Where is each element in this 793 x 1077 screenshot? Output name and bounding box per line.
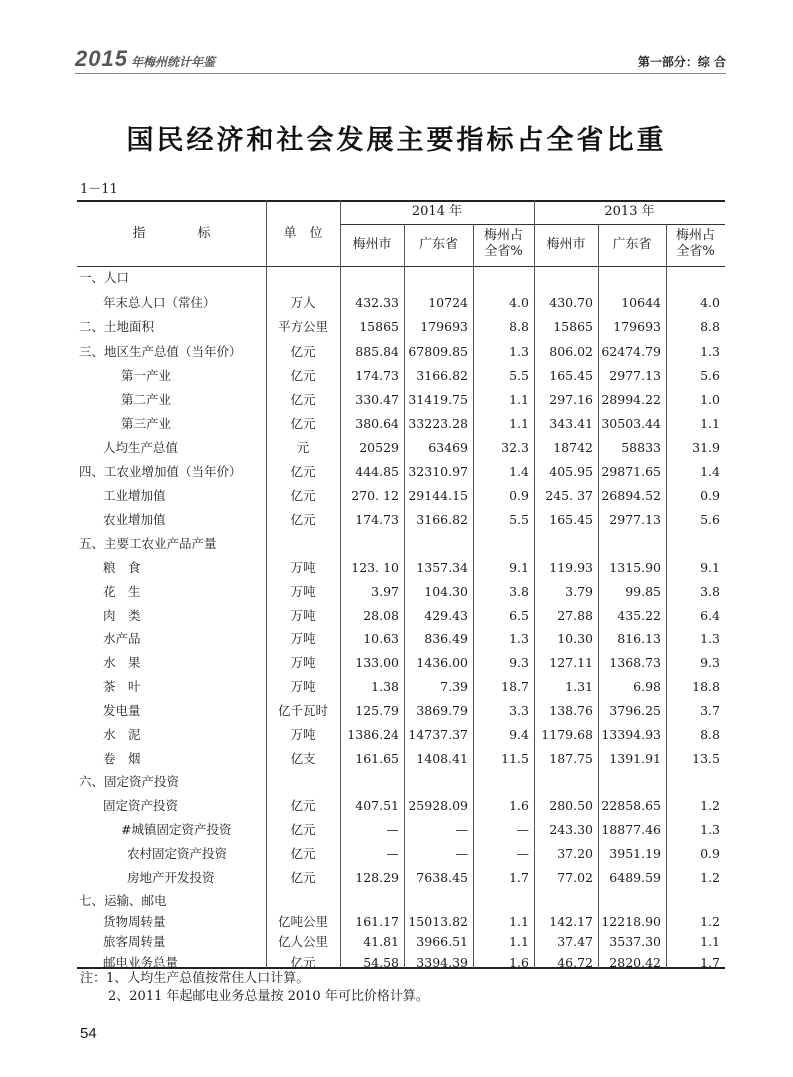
meizhou-2013-value: 37.47	[557, 934, 593, 949]
meizhou-2014-value: 15865	[359, 319, 399, 334]
header-unit: 单 位	[283, 226, 323, 241]
guangdong-2014-value: 3966.51	[416, 934, 468, 949]
row-indicator: 人均生产总值	[103, 440, 179, 455]
share-2013-value: 3.7	[700, 703, 720, 718]
guangdong-2014-value: 1408.41	[416, 751, 468, 766]
share-2013-value: 1.0	[700, 392, 720, 407]
meizhou-2014-value: 10.63	[363, 631, 399, 646]
share-2013-value: 1.4	[700, 464, 720, 479]
meizhou-2014-value: 407.51	[355, 798, 399, 813]
meizhou-2014-value: 174.73	[355, 368, 399, 383]
row-indicator: 三、地区生产总值（当年价）	[79, 344, 242, 359]
meizhou-2013-value: 1179.68	[541, 727, 593, 742]
row-unit: 万吨	[290, 727, 316, 742]
row-indicator: 邮电业务总量	[103, 955, 179, 970]
share-2014-value: 5.5	[509, 368, 529, 383]
row-indicator: 五、主要工农业产品产量	[79, 536, 217, 551]
share-2013-value: 9.3	[700, 655, 720, 670]
row-unit: 元	[296, 440, 310, 455]
meizhou-2013-value: 15865	[553, 319, 593, 334]
share-2014-value: —	[516, 846, 529, 861]
row-indicator: 发电量	[103, 703, 141, 718]
guangdong-2013-value: 1368.73	[609, 655, 661, 670]
share-2014-value: 1.1	[509, 392, 529, 407]
running-header-section: 第一部分：综 合	[637, 55, 726, 69]
share-2014-value: 9.1	[509, 560, 529, 575]
guangdong-2013-value: 58833	[621, 440, 661, 455]
meizhou-2013-value: 806.02	[549, 344, 593, 359]
meizhou-2013-value: 245. 37	[545, 488, 593, 503]
share-2013-value: 9.1	[700, 560, 720, 575]
meizhou-2013-value: 187.75	[549, 751, 593, 766]
row-unit: 万吨	[290, 655, 316, 670]
meizhou-2014-value: 123. 10	[351, 560, 399, 575]
guangdong-2014-value: —	[455, 846, 468, 861]
share-2014-value: 8.8	[509, 319, 529, 334]
row-unit: 亿元	[290, 488, 316, 503]
share-2014-value: 3.8	[509, 584, 529, 599]
share-2014-value: 3.3	[509, 703, 529, 718]
row-indicator: 肉 类	[103, 608, 141, 623]
share-2014-value: 1.1	[509, 934, 529, 949]
row-indicator: 七、运输、邮电	[79, 893, 167, 908]
header-share-2014	[473, 228, 534, 260]
meizhou-2013-value: 405.95	[549, 464, 593, 479]
guangdong-2014-value: 33223.28	[408, 416, 468, 431]
row-indicator: 第一产业	[121, 368, 172, 383]
meizhou-2014-value: 128.29	[355, 870, 399, 885]
meizhou-2013-value: 10.30	[557, 631, 593, 646]
header-year: 2015	[75, 46, 128, 71]
share-2013-value: 3.8	[700, 584, 720, 599]
guangdong-2014-value: 3166.82	[416, 512, 468, 527]
row-unit: 亿元	[290, 798, 316, 813]
header-rule	[75, 73, 726, 74]
meizhou-2014-value: 161.65	[355, 751, 399, 766]
share-2014-value: 5.5	[509, 512, 529, 527]
meizhou-2013-value: 18742	[553, 440, 593, 455]
meizhou-2014-value: 133.00	[355, 655, 399, 670]
share-2014-value: 11.5	[501, 751, 529, 766]
row-unit: 亿千瓦时	[277, 703, 328, 718]
running-header-book	[75, 46, 215, 72]
guangdong-2014-value: 10724	[428, 295, 468, 310]
meizhou-2013-value: 119.93	[549, 560, 593, 575]
share-2013-value: 1.1	[700, 934, 720, 949]
row-unit: 亿吨公里	[277, 914, 328, 929]
guangdong-2014-value: 3869.79	[416, 703, 468, 718]
row-indicator: 工业增加值	[103, 488, 166, 503]
share-2014-value: 0.9	[509, 488, 529, 503]
guangdong-2013-value: 6.98	[633, 679, 661, 694]
row-indicator: 货物周转量	[103, 914, 166, 929]
meizhou-2013-value: 165.45	[549, 512, 593, 527]
share-2014-value: 9.3	[509, 655, 529, 670]
row-unit: 亿元	[290, 368, 316, 383]
guangdong-2013-value: 29871.65	[601, 464, 661, 479]
header-year-2013: 2013 年	[604, 204, 655, 219]
row-indicator: 粮 食	[103, 560, 141, 575]
row-indicator: 二、土地面积	[79, 319, 155, 334]
share-2013-value: 8.8	[700, 727, 720, 742]
note-1: 注：1、人均生产总值按常住人口计算。	[80, 971, 310, 986]
page-title: 国民经济和社会发展主要指标占全省比重	[126, 125, 667, 156]
guangdong-2013-value: 28994.22	[601, 392, 661, 407]
meizhou-2013-value: 27.88	[557, 608, 593, 623]
share-2013-value: 0.9	[700, 488, 720, 503]
share-2013-value: 1.7	[700, 955, 720, 970]
header-bottom-rule	[77, 266, 725, 267]
meizhou-2014-value: 174.73	[355, 512, 399, 527]
row-indicator: #城镇固定资产投资	[121, 822, 232, 837]
row-indicator: 水 果	[103, 655, 141, 670]
share-2014-value: 18.7	[501, 679, 529, 694]
share-2013-value: 1.3	[700, 344, 720, 359]
header-book-title: 年梅州统计年鉴	[130, 55, 215, 69]
row-unit: 亿元	[290, 464, 316, 479]
meizhou-2013-value: 127.11	[549, 655, 593, 670]
row-indicator: 六、固定资产投资	[79, 774, 180, 789]
meizhou-2013-value: 343.41	[549, 416, 593, 431]
guangdong-2013-value: 18877.46	[601, 822, 661, 837]
header-share-2013	[666, 228, 725, 260]
meizhou-2013-value: 165.45	[549, 368, 593, 383]
row-unit: 万人	[290, 295, 316, 310]
share-2014-value: 1.6	[509, 798, 529, 813]
guangdong-2014-value: 429.43	[424, 608, 468, 623]
row-indicator: 第三产业	[121, 416, 172, 431]
meizhou-2014-value: 330.47	[355, 392, 399, 407]
guangdong-2014-value: —	[455, 822, 468, 837]
share-2014-value: 1.3	[509, 631, 529, 646]
guangdong-2014-value: 3166.82	[416, 368, 468, 383]
share-2013-value: 1.2	[700, 870, 720, 885]
share-2014-value: 6.5	[509, 608, 529, 623]
share-2013-value: 1.1	[700, 416, 720, 431]
meizhou-2014-value: 20529	[359, 440, 399, 455]
meizhou-2013-value: 46.72	[557, 955, 593, 970]
share-2013-value: 31.9	[692, 440, 720, 455]
meizhou-2014-value: 885.84	[355, 344, 399, 359]
guangdong-2014-value: 104.30	[424, 584, 468, 599]
header-share-line2: 全省%	[676, 244, 715, 259]
meizhou-2014-value: 54.58	[363, 955, 399, 970]
share-2013-value: 4.0	[700, 295, 720, 310]
row-unit: 亿元	[290, 822, 316, 837]
guangdong-2013-value: 3796.25	[609, 703, 661, 718]
meizhou-2014-value: 432.33	[355, 295, 399, 310]
table-notes	[80, 970, 429, 1006]
guangdong-2014-value: 836.49	[424, 631, 468, 646]
row-unit: 亿元	[290, 512, 316, 527]
header-share-line2: 全省%	[484, 244, 523, 259]
row-indicator: 卷 烟	[103, 751, 141, 766]
meizhou-2014-value: 1.38	[371, 679, 399, 694]
guangdong-2014-value: 15013.82	[408, 914, 468, 929]
row-indicator: 农业增加值	[103, 512, 166, 527]
row-unit: 亿人公里	[277, 934, 328, 949]
header-meizhou-2014: 梅州市	[352, 237, 392, 252]
guangdong-2013-value: 2820.42	[609, 955, 661, 970]
row-indicator: 四、工农业增加值（当年价）	[79, 464, 242, 479]
meizhou-2014-value: 3.97	[371, 584, 399, 599]
header-indicator: 指 标	[132, 226, 211, 241]
guangdong-2014-value: 29144.15	[408, 488, 468, 503]
row-indicator: 水产品	[103, 631, 141, 646]
meizhou-2013-value: 77.02	[557, 870, 593, 885]
share-2014-value: —	[516, 822, 529, 837]
share-2013-value: 1.3	[700, 631, 720, 646]
share-2013-value: 1.2	[700, 798, 720, 813]
row-indicator: 水 泥	[103, 727, 141, 742]
meizhou-2014-value: —	[386, 822, 399, 837]
row-unit: 万吨	[290, 560, 316, 575]
header-guangdong-2013: 广东省	[612, 237, 652, 252]
guangdong-2013-value: 816.13	[617, 631, 661, 646]
guangdong-2014-value: 7638.45	[416, 870, 468, 885]
meizhou-2013-value: 243.30	[549, 822, 593, 837]
guangdong-2014-value: 32310.97	[408, 464, 468, 479]
row-indicator: 第二产业	[121, 392, 172, 407]
row-unit: 亿支	[290, 751, 316, 766]
guangdong-2013-value: 2977.13	[609, 512, 661, 527]
row-indicator: 农村固定资产投资	[127, 846, 228, 861]
share-2014-value: 9.4	[509, 727, 529, 742]
meizhou-2013-value: 138.76	[549, 703, 593, 718]
guangdong-2013-value: 62474.79	[601, 344, 661, 359]
header-guangdong-2014: 广东省	[418, 237, 458, 252]
guangdong-2013-value: 13394.93	[601, 727, 661, 742]
row-unit: 万吨	[290, 584, 316, 599]
row-unit: 亿元	[290, 870, 316, 885]
meizhou-2014-value: 380.64	[355, 416, 399, 431]
row-unit: 万吨	[290, 679, 316, 694]
meizhou-2014-value: 41.81	[363, 934, 399, 949]
guangdong-2013-value: 6489.59	[609, 870, 661, 885]
meizhou-2014-value: —	[386, 846, 399, 861]
guangdong-2013-value: 3951.19	[609, 846, 661, 861]
guangdong-2013-value: 26894.52	[601, 488, 661, 503]
meizhou-2013-value: 3.79	[565, 584, 593, 599]
meizhou-2014-value: 444.85	[355, 464, 399, 479]
guangdong-2014-value: 31419.75	[408, 392, 468, 407]
share-2013-value: 8.8	[700, 319, 720, 334]
row-indicator: 固定资产投资	[103, 798, 179, 813]
row-indicator: 旅客周转量	[103, 934, 166, 949]
share-2014-value: 1.1	[509, 416, 529, 431]
share-2014-value: 1.6	[509, 955, 529, 970]
share-2013-value: 5.6	[700, 368, 720, 383]
guangdong-2014-value: 3394.39	[416, 955, 468, 970]
guangdong-2014-value: 63469	[428, 440, 468, 455]
row-unit: 万吨	[290, 608, 316, 623]
meizhou-2014-value: 125.79	[355, 703, 399, 718]
meizhou-2013-value: 1.31	[565, 679, 593, 694]
guangdong-2013-value: 10644	[621, 295, 661, 310]
row-unit: 平方公里	[277, 319, 328, 334]
meizhou-2014-value: 270. 12	[351, 488, 399, 503]
share-2014-value: 32.3	[501, 440, 529, 455]
row-indicator: 房地产开发投资	[127, 870, 215, 885]
guangdong-2013-value: 99.85	[625, 584, 661, 599]
guangdong-2014-value: 1436.00	[416, 655, 468, 670]
row-unit: 亿元	[290, 392, 316, 407]
table-number: 1－11	[80, 182, 118, 197]
row-unit: 万吨	[290, 631, 316, 646]
row-indicator: 年末总人口（常住）	[103, 295, 216, 310]
meizhou-2014-value: 28.08	[363, 608, 399, 623]
meizhou-2013-value: 37.20	[557, 846, 593, 861]
share-2014-value: 1.1	[509, 914, 529, 929]
guangdong-2014-value: 14737.37	[408, 727, 468, 742]
row-indicator: 一、人口	[79, 270, 130, 285]
guangdong-2013-value: 179693	[613, 319, 661, 334]
year-header-rule	[340, 224, 725, 225]
page-number: 54	[80, 1025, 97, 1042]
guangdong-2014-value: 67809.85	[408, 344, 468, 359]
row-unit: 亿元	[290, 344, 316, 359]
guangdong-2013-value: 22858.65	[601, 798, 661, 813]
share-2013-value: 18.8	[692, 679, 720, 694]
header-share-line1: 梅州占	[675, 228, 715, 243]
share-2014-value: 1.7	[509, 870, 529, 885]
row-unit: 亿元	[290, 955, 316, 970]
meizhou-2013-value: 280.50	[549, 798, 593, 813]
meizhou-2014-value: 161.17	[355, 914, 399, 929]
meizhou-2013-value: 430.70	[549, 295, 593, 310]
header-meizhou-2013: 梅州市	[546, 237, 586, 252]
row-unit: 亿元	[290, 416, 316, 431]
share-2013-value: 0.9	[700, 846, 720, 861]
guangdong-2013-value: 3537.30	[609, 934, 661, 949]
meizhou-2013-value: 297.16	[549, 392, 593, 407]
meizhou-2013-value: 142.17	[549, 914, 593, 929]
share-2014-value: 1.4	[509, 464, 529, 479]
share-2014-value: 4.0	[509, 295, 529, 310]
guangdong-2013-value: 435.22	[617, 608, 661, 623]
header-year-2014: 2014 年	[411, 204, 463, 219]
share-2014-value: 1.3	[509, 344, 529, 359]
share-2013-value: 13.5	[692, 751, 720, 766]
data-table	[77, 200, 725, 968]
guangdong-2014-value: 25928.09	[408, 798, 468, 813]
guangdong-2014-value: 179693	[420, 319, 468, 334]
guangdong-2013-value: 12218.90	[601, 914, 661, 929]
share-2013-value: 1.2	[700, 914, 720, 929]
share-2013-value: 1.3	[700, 822, 720, 837]
guangdong-2013-value: 30503.44	[601, 416, 661, 431]
note-2: 2、2011 年起邮电业务总量按 2010 年可比价格计算。	[108, 989, 429, 1004]
row-unit: 亿元	[290, 846, 316, 861]
guangdong-2014-value: 1357.34	[416, 560, 468, 575]
guangdong-2013-value: 2977.13	[609, 368, 661, 383]
meizhou-2014-value: 1386.24	[347, 727, 399, 742]
header-share-line1: 梅州占	[483, 228, 523, 243]
table-top-rule	[77, 200, 725, 202]
guangdong-2013-value: 1315.90	[609, 560, 661, 575]
row-indicator: 花 生	[103, 584, 141, 599]
guangdong-2013-value: 1391.91	[609, 751, 661, 766]
guangdong-2014-value: 7.39	[440, 679, 468, 694]
share-2013-value: 5.6	[700, 512, 720, 527]
row-indicator: 茶 叶	[103, 679, 141, 694]
share-2013-value: 6.4	[700, 608, 720, 623]
